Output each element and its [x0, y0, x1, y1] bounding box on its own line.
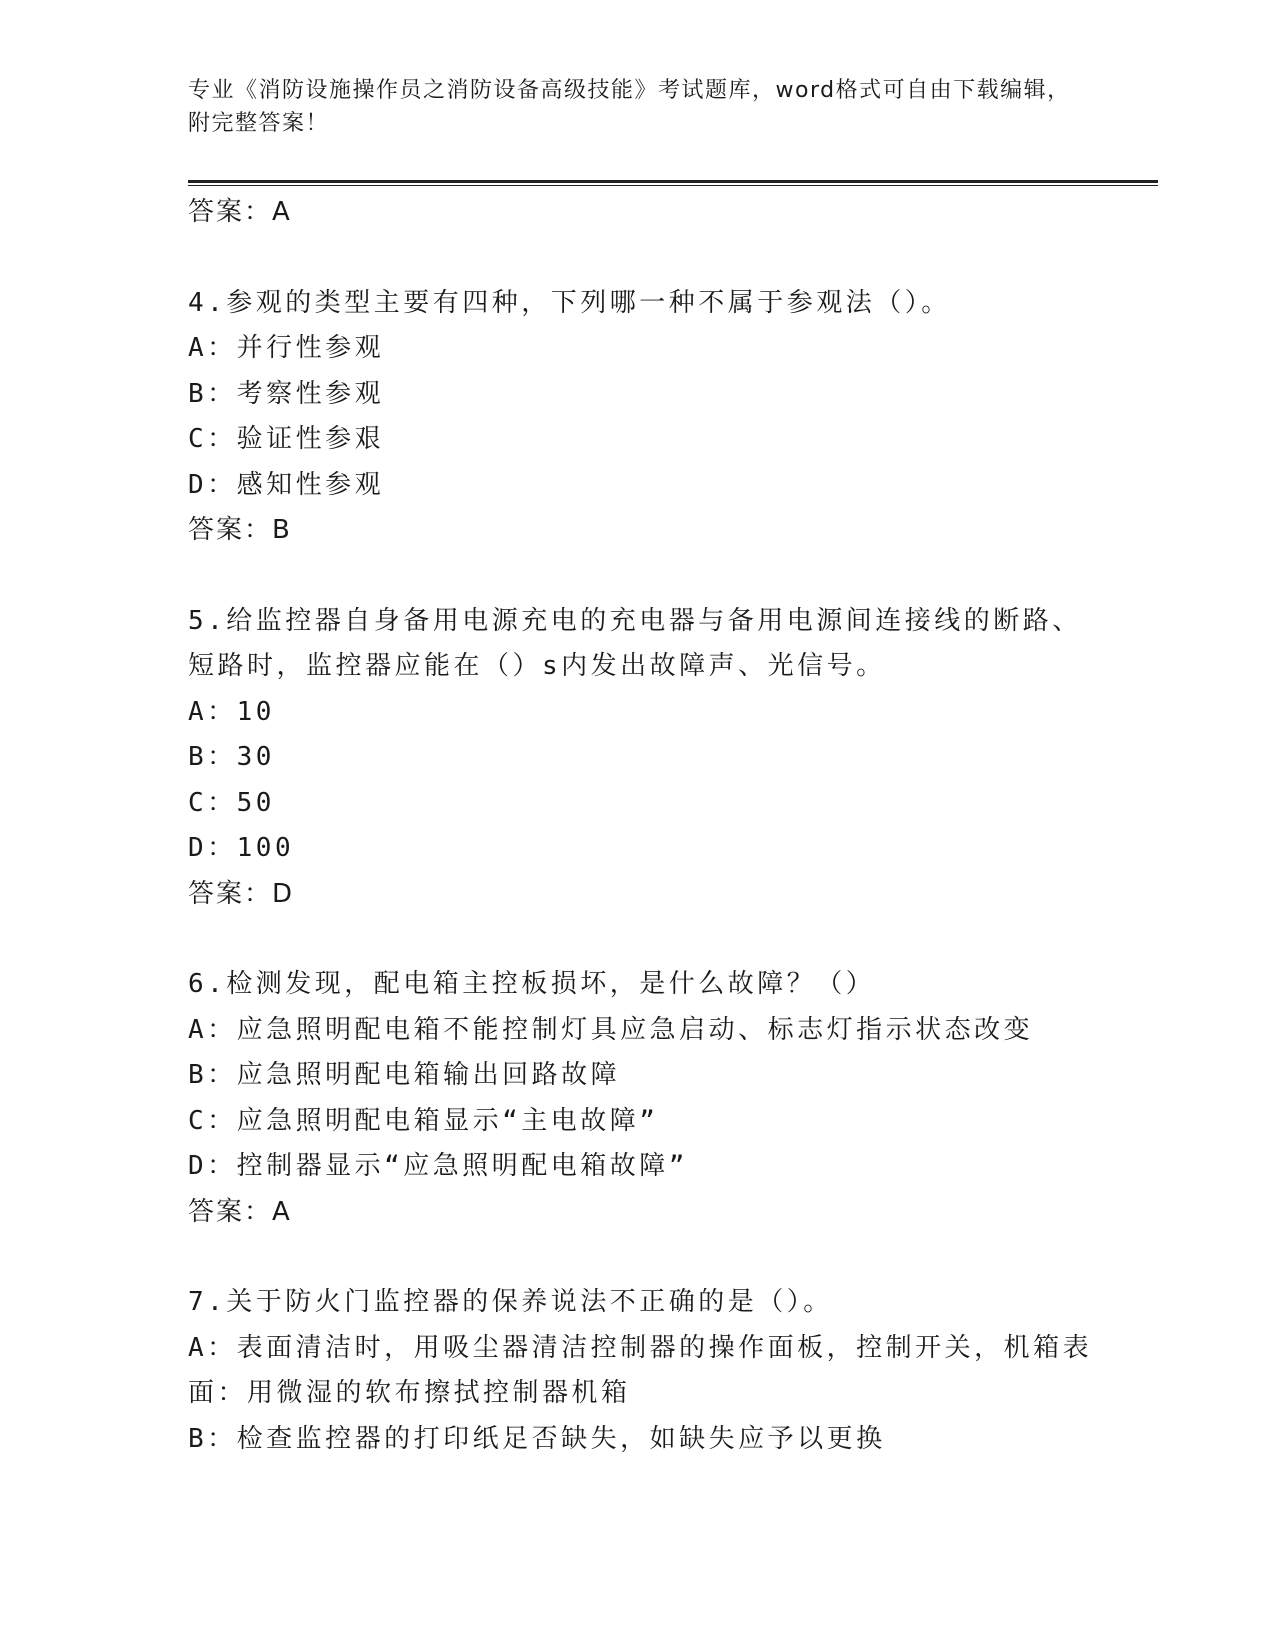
document-header: 专业《消防设施操作员之消防设备高级技能》考试题库，word格式可自由下载编辑，附完整答案！: [188, 78, 1071, 136]
option-a: A：并行性参观: [188, 333, 385, 363]
question-stem-continued: 短路时，监控器应能在（）s内发出故障声、光信号。: [188, 651, 886, 681]
option-c: C：验证性参艰: [188, 424, 385, 454]
header-divider-thick: [188, 180, 1158, 183]
option-c: C：应急照明配电箱显示“主电故障”: [188, 1105, 659, 1136]
header-divider-thin: [188, 185, 1158, 186]
option-d: D：100: [188, 833, 295, 863]
option-d: D：控制器显示“应急照明配电箱故障”: [188, 1151, 688, 1181]
answer-line: 答案：A: [188, 197, 292, 227]
question-block: [188, 281, 1088, 554]
question-list: [188, 190, 1093, 1462]
question-block: [188, 962, 1088, 1235]
answer-line: 答案：A: [188, 1196, 292, 1227]
option-b: B：30: [188, 742, 275, 772]
option-a: A：表面清洁时，用吸尘器清洁控制器的操作面板，控制开关，机箱表: [188, 1332, 1093, 1363]
option-b: B：考察性参观: [188, 378, 385, 409]
question-stem: 6.检测发现，配电箱主控板损坏，是什么故障？（）: [188, 969, 876, 999]
question-stem: 5.给监控器自身备用电源充电的充电器与备用电源间连接线的断路、: [188, 605, 1082, 636]
question-stem: 4.参观的类型主要有四种，下列哪一种不属于参观法（）。: [188, 287, 951, 318]
option-a: A：应急照明配电箱不能控制灯具应急启动、标志灯指示状态改变: [188, 1014, 1034, 1045]
option-c: C：50: [188, 787, 275, 818]
answer-line: 答案：B: [188, 515, 292, 545]
question-block: [188, 1280, 1093, 1462]
question-block: [188, 599, 1088, 918]
option-d: D：感知性参观: [188, 469, 385, 500]
answer-line: 答案：D: [188, 878, 295, 909]
option-b: B：检查监控器的打印纸足否缺失，如缺失应予以更换: [188, 1423, 886, 1454]
option-b: B：应急照明配电箱输出回路故障: [188, 1060, 621, 1090]
option-a: A：10: [188, 696, 275, 727]
option-a-continued: 面：用微湿的软布擦拭控制器机箱: [188, 1378, 631, 1408]
question-stem: 7.关于防火门监控器的保养说法不正确的是（）。: [188, 1287, 833, 1317]
